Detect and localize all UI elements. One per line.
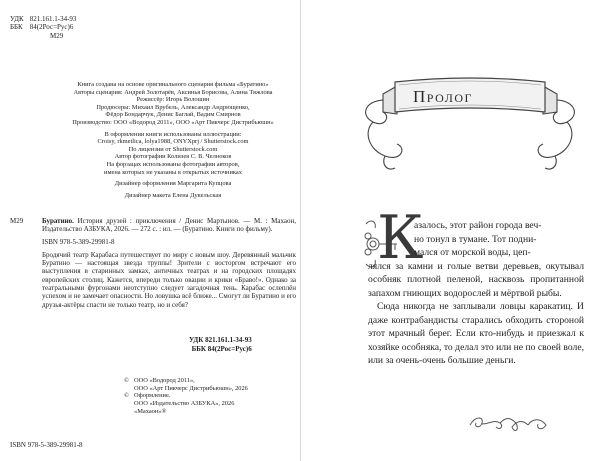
credit-line: Режиссёр: Игорь Волошин bbox=[136, 96, 210, 104]
lead-line: мался от морской воды, цеп- bbox=[414, 247, 531, 258]
credit-line: Авторы сценария: Андрей Золотарёв, Аксинья Борисова, Алина Тяжлова bbox=[73, 88, 273, 96]
bbk-footer-line: ББК 84(2Рос=Рус)6 bbox=[191, 344, 252, 353]
credit-line: Croisy, rkmetlica, lolya1988, ONYXprj / Shutterstock.com bbox=[97, 138, 249, 146]
credit-line: Фёдор Бондарчук, Денис Баглай, Вадим Смирнов bbox=[105, 111, 241, 119]
ribbon-banner-ornament bbox=[355, 60, 585, 175]
catalog-body: История друзей : приключения / Денис Мартынов. — М. : Махаон, Издательство АЗБУКА, 2026. — 272 с. : ил. — (Буратино. Книги по фильму). bbox=[42, 217, 297, 234]
udk-footer-line: УДК 821.161.1-34-93 bbox=[189, 336, 252, 344]
flourish-ornament-icon bbox=[466, 411, 550, 437]
copyright-row bbox=[124, 400, 248, 408]
credit-line: Автор фотографии Колизея С. В. Челноков bbox=[114, 153, 232, 161]
udk-footer bbox=[189, 336, 252, 353]
credit-line: Книга создана на основе оригинального сценария фильма «Буратино» bbox=[77, 81, 269, 88]
catalog-title: Буратино. bbox=[42, 217, 74, 225]
udk-key: ББК bbox=[10, 23, 23, 32]
copyright-row bbox=[124, 377, 248, 385]
copyright-block bbox=[124, 377, 248, 416]
udk-value: 84(2Рос=Рус)6 bbox=[29, 23, 74, 32]
credits-block bbox=[48, 81, 298, 199]
copyright-row bbox=[124, 385, 248, 393]
udk-row bbox=[10, 23, 76, 31]
copyright-text: ООО «Водород 2011», bbox=[134, 377, 195, 384]
copyright-symbol: © bbox=[124, 377, 129, 384]
copyright-text: ООО «Арт Пикчерс Дистрибьюшн», 2026 bbox=[134, 384, 248, 392]
copyright-text: «Махаон»® bbox=[134, 407, 167, 415]
credit-line: Продюсеры: Михаил Врубель, Александр Андрющенко, bbox=[96, 103, 250, 111]
credit-line: Производство: ООО «Водород 2011», ООО «Арт Пикчерс Дистрибьюшн» bbox=[72, 118, 274, 126]
credit-line: На форзацах использованы фотографии авторов, bbox=[106, 160, 240, 168]
catalog-record bbox=[10, 217, 296, 309]
catalog-isbn: ISBN 978-5-389-29981-8 bbox=[42, 237, 115, 246]
udk-value: 821.161.1-34-93 bbox=[29, 15, 77, 23]
paragraph-1-rest: лялся за камни и голые ветви деревьев, окутывал особняк плотной пеленой, насквозь пропитанной запахом гниющих водорослей и мёртвой рыбы. bbox=[368, 260, 584, 299]
udk-header bbox=[10, 15, 76, 40]
copyright-row bbox=[124, 408, 248, 416]
credit-line: Дизайнер оформления Маргарита Купцова bbox=[114, 180, 232, 188]
lead-line: азалось, этот район города веч- bbox=[414, 220, 542, 231]
catalog-annotation: Бродячий театр Карабаса путешествует по миру с новым шоу. Деревянный мальчик Буратино — настоящая звезда труппы! Зрители с восторгом встречают его выступления в старинных замках, античных театрах и на городских площадях европейских столиц. Кажется, впереди только овации и крики «Браво!». Однако за театральными фургонами неотступно следует загадочная тень. Карабас ослеплён успехом и не замечает опасности. Но ловушка всё ближе... Смогут ли Буратино и его друзья-актёры спасти не только театр, но и себя? bbox=[42, 250, 296, 309]
lead-line: но тонул в тумане. Тот подни- bbox=[414, 233, 537, 245]
copyright-text: ООО «Издательство АЗБУКА», 2026 bbox=[134, 400, 235, 408]
udk-value: М29 bbox=[50, 31, 64, 40]
credit-line: По лицензии от Shutterstock.com bbox=[128, 145, 218, 153]
credit-line: В оформлении книги использованы иллюстрации: bbox=[104, 130, 242, 138]
credit-line: имена которых не указаны в открытых источниках bbox=[104, 168, 242, 176]
paragraph-2: Сюда никогда не заплывали ловцы каракатиц. И даже контрабандисты старались обходить стороной этот мрачный берег. Если кто-нибудь и приезжал к хозяйке особняка, то делал это или не по своей воле, или за очень-очень большие деньги. bbox=[368, 301, 584, 366]
drop-cap-letter: К bbox=[377, 203, 424, 273]
copyright-symbol: © bbox=[124, 392, 129, 400]
prologue-page bbox=[301, 0, 600, 461]
credit-line: Дизайнер макета Елена Дукельская bbox=[124, 191, 222, 199]
udk-row bbox=[10, 15, 76, 23]
copyright-text: Оформление. bbox=[134, 392, 171, 400]
udk-key: УДК bbox=[10, 15, 24, 23]
copyright-row bbox=[124, 392, 248, 400]
prologue-text bbox=[368, 219, 584, 368]
catalog-code: М29 bbox=[10, 217, 24, 225]
prologue-title: Пролог bbox=[413, 87, 473, 106]
udk-row bbox=[10, 32, 76, 40]
isbn-footer: ISBN 978-5-389-29981-8 bbox=[10, 441, 83, 449]
